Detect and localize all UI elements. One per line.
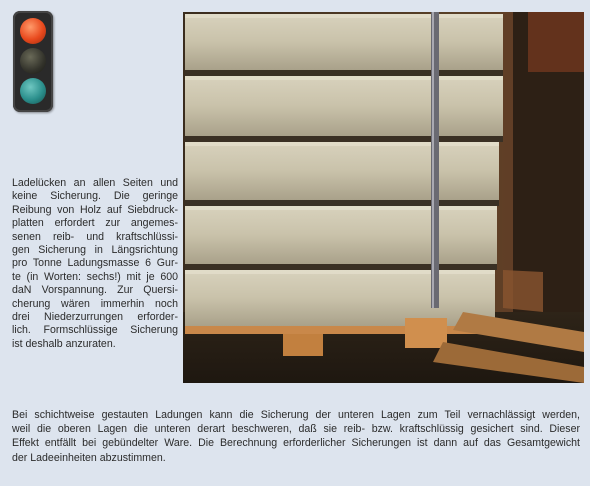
side-line: keine Sicherung. Die geringe — [12, 190, 178, 203]
side-paragraph — [12, 177, 178, 351]
side-line: Ladelücken an allen Seiten und — [12, 177, 178, 189]
side-line: pro Tonne Ladungsmasse 6 Gur- — [12, 257, 178, 270]
cargo-photo — [183, 12, 584, 383]
side-line: senen reib- und kraftschlüssi- — [12, 230, 178, 243]
side-line: ist deshalb anzuraten. — [12, 337, 116, 350]
side-line: daN Vorspannung. Zur Quersi- — [12, 284, 178, 297]
traffic-light-icon — [13, 11, 53, 112]
green-lamp — [20, 78, 46, 104]
side-line: drei Niederzurrungen erforder- — [12, 311, 178, 324]
side-line: gen Sicherung in Längsrichtung — [12, 244, 178, 257]
bottom-line: weil die oberen Lagen die unteren derart beschweren, daß sie reib- bzw. kraftschlüssig gesichert sind. Dieser — [12, 423, 580, 436]
bottom-paragraph — [12, 408, 580, 465]
side-line: Reibung von Holz auf Siebdruck- — [12, 203, 178, 216]
side-line: lich. Formschlüssige Sicherung — [12, 324, 178, 337]
side-line: te (in Worten: sechs!) mit je 600 — [12, 270, 178, 283]
bottom-line: der Ladeeinheiten abzustimmen. — [12, 451, 166, 464]
side-line: cherung wären immerhin noch — [12, 297, 178, 310]
bottom-line: Bei schichtweise gestauten Ladungen kann die Sicherung der unteren Lagen zum Teil vernachlässigt werden, — [12, 409, 580, 421]
amber-lamp — [20, 48, 46, 74]
red-lamp — [20, 18, 46, 44]
side-line: platten erfordert zur angemes- — [12, 217, 178, 230]
bottom-line: Effekt entfällt bei gebündelter Ware. Die Berechnung erforderlicher Sicherungen ist dann auf das Gesamtgewicht — [12, 437, 580, 450]
